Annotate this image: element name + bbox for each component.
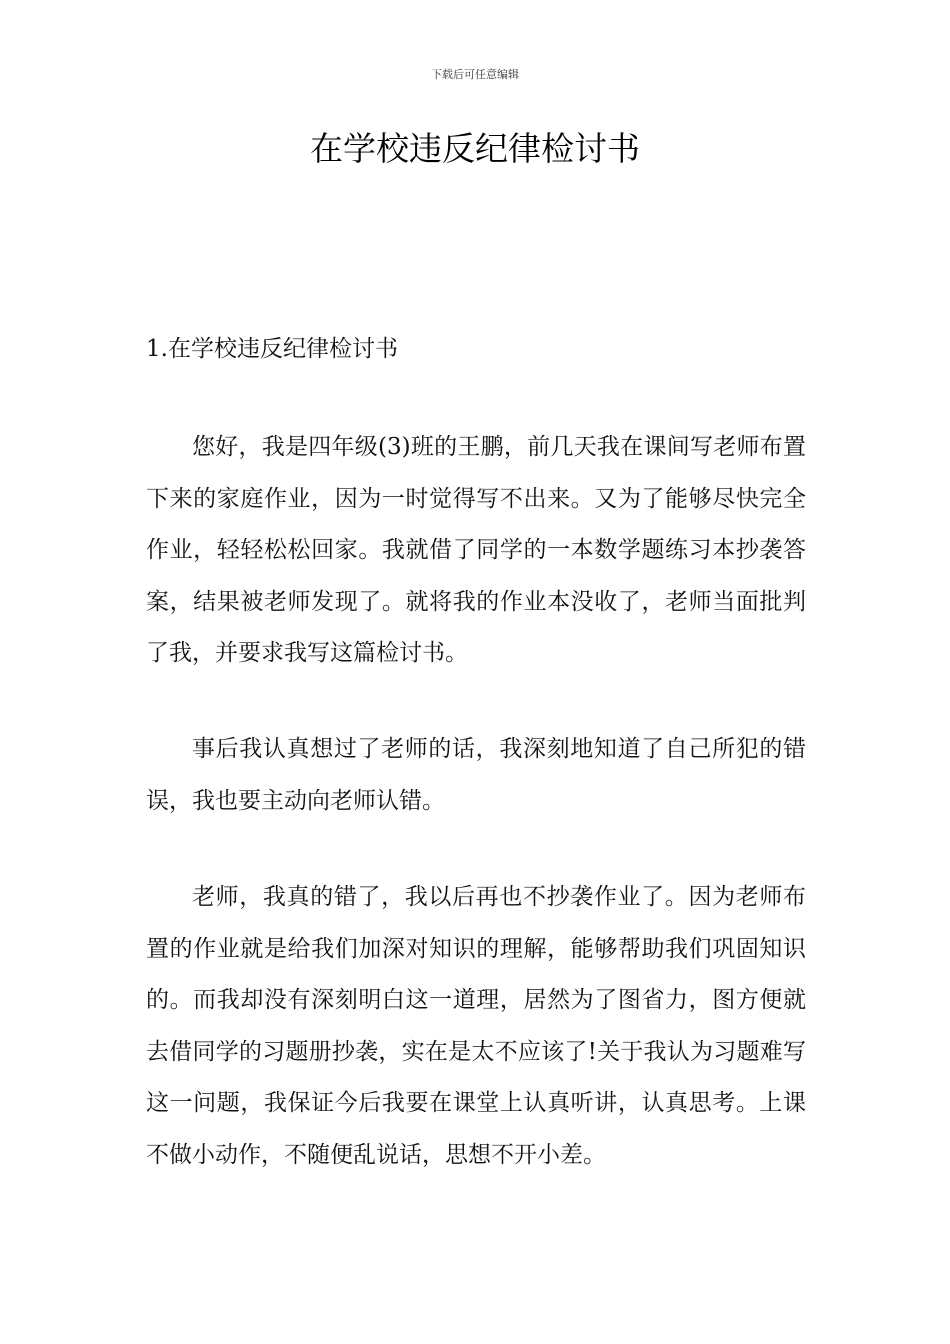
body-paragraph: 事后我认真想过了老师的话，我深刻地知道了自己所犯的错误，我也要主动向老师认错。 — [146, 736, 806, 814]
section-heading: 1.在学校违反纪律检讨书 — [146, 336, 398, 362]
header-note: 下载后可任意编辑 — [431, 68, 519, 81]
body-paragraph: 您好，我是四年级(3)班的王鹏，前几天我在课间写老师布置下来的家庭作业，因为一时觉得写不出来。又为了能够尽快完全作业，轻轻松松回家。我就借了同学的一本数学题练习本抄袭答案，结果被老师发现了。就将我的作业本没收了，老师当面批判了我，并要求我写这篇检讨书。 — [146, 434, 806, 666]
document-title: 在学校违反纪律检讨书 — [310, 129, 640, 168]
body-paragraph: 老师，我真的错了，我以后再也不抄袭作业了。因为老师布置的作业就是给我们加深对知识的理解，能够帮助我们巩固知识的。而我却没有深刻明白这一道理，居然为了图省力，图方便就去借同学的习题册抄袭，实在是太不应该了!关于我认为习题难写这一问题，我保证今后我要在课堂上认真听讲，认真思考。上课不做小动作，不随便乱说话，思想不开小差。 — [146, 884, 806, 1168]
